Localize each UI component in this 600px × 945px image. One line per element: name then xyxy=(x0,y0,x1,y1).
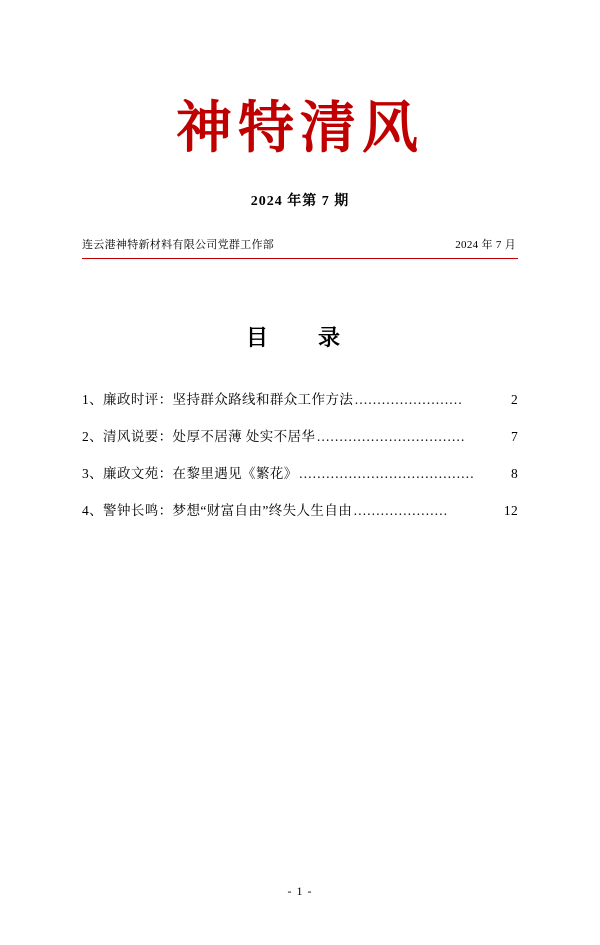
publisher-name: 连云港神特新材料有限公司党群工作部 xyxy=(82,239,275,252)
toc-entry-title: 3、廉政文苑：在黎里遇见《繁花》 xyxy=(82,466,298,482)
toc-entry-title: 2、清风说要：处厚不居薄 处实不居华 xyxy=(82,429,316,445)
toc-entry-leader: …………………………… xyxy=(316,429,465,445)
toc-entry-leader: ………………… xyxy=(353,503,448,519)
toc-entry-page: 12 xyxy=(503,503,518,519)
publication-date: 2024 年 7 月 xyxy=(455,239,516,252)
imprint-row xyxy=(0,236,600,252)
publication-title: 神特清风 xyxy=(176,95,424,161)
issue-number: 2024 年第 7 期 xyxy=(250,194,350,210)
masthead xyxy=(0,96,600,160)
header-divider-wrap xyxy=(0,258,600,259)
toc-entry-page: 8 xyxy=(510,466,518,482)
toc-entry-title: 1、廉政时评：坚持群众路线和群众工作方法 xyxy=(82,392,354,408)
toc-entry[interactable] xyxy=(82,388,518,408)
toc-list xyxy=(0,388,600,519)
document-page xyxy=(0,96,600,945)
toc-entry[interactable] xyxy=(82,462,518,482)
toc-entry[interactable] xyxy=(82,425,518,445)
toc-heading: 目 录 xyxy=(245,325,354,351)
header-divider xyxy=(82,258,518,259)
toc-entry-page: 2 xyxy=(510,392,518,408)
toc-entry-title: 4、警钟长鸣：梦想“财富自由”终失人生自由 xyxy=(82,503,353,519)
page-number: - 1 - xyxy=(287,884,313,898)
toc-entry-page: 7 xyxy=(510,429,518,445)
page-footer xyxy=(0,884,600,899)
toc-entry[interactable] xyxy=(82,499,518,519)
toc-entry-leader: ………………………………… xyxy=(298,466,475,482)
toc-entry-leader: …………………… xyxy=(354,392,463,408)
